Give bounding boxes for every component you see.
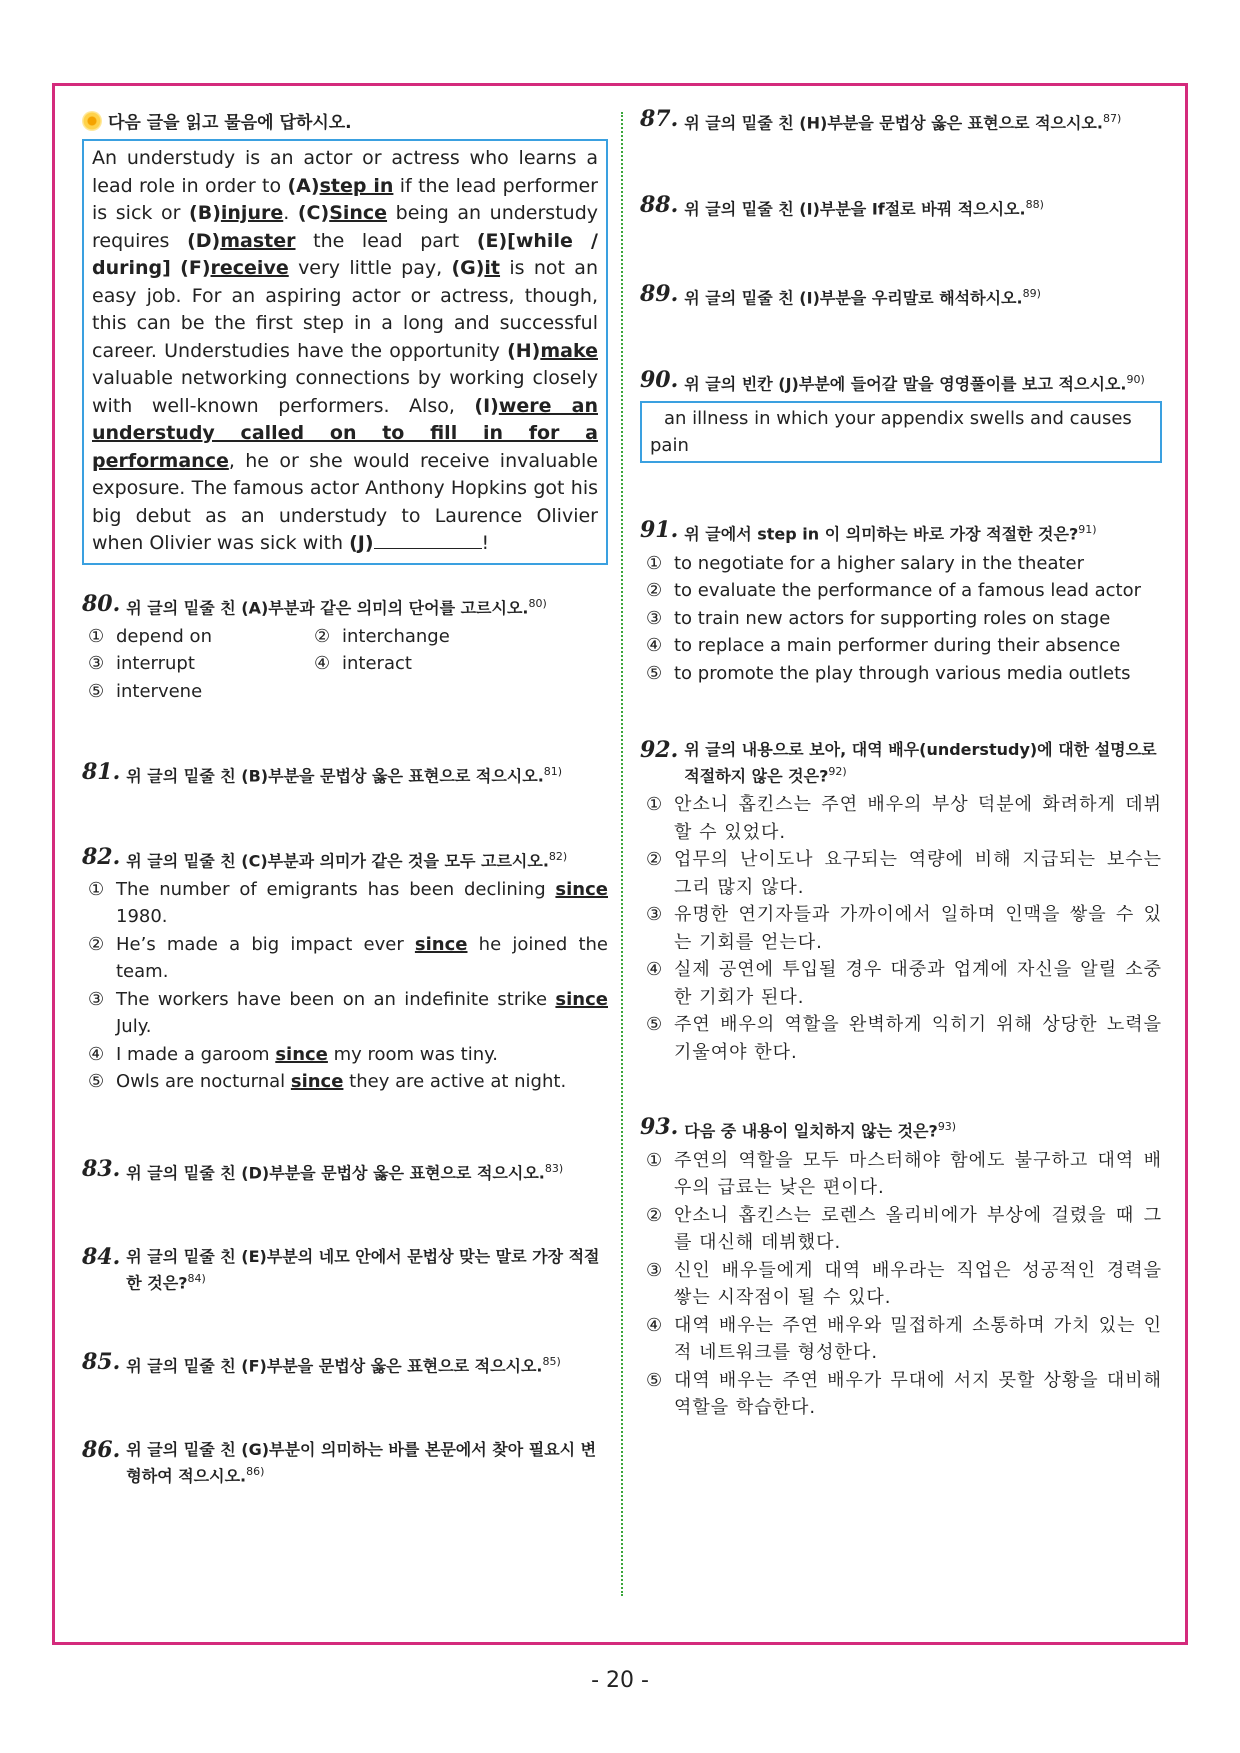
left-column — [82, 108, 608, 1487]
underline-d: master — [220, 229, 296, 252]
option-3[interactable] — [640, 1257, 1162, 1312]
label-f: (F) — [180, 257, 211, 279]
passage-text: if the lead performer is sick or — [92, 174, 598, 224]
option-4[interactable] — [640, 632, 1162, 660]
option-text: to evaluate the performance of a famous lead actor — [674, 580, 1141, 602]
option-4[interactable] — [640, 1312, 1162, 1367]
blank-j[interactable] — [374, 530, 482, 549]
question-text: 위 글의 밑줄 친 (I)부분을 우리말로 해석하시오. — [684, 287, 1023, 307]
option-text: 대역 배우는 주연 배우와 밀접하게 소통하며 가치 있는 인적 네트워크를 형성한다. — [674, 1314, 1162, 1364]
footnote-marker: 82) — [548, 849, 568, 863]
option-number: ① — [646, 794, 663, 816]
option-number: ② — [88, 933, 105, 955]
question-87 — [640, 108, 1162, 134]
question-84 — [82, 1246, 608, 1294]
question-number: 84. — [82, 1244, 121, 1271]
option-1[interactable] — [640, 1147, 1162, 1202]
footnote-marker: 80) — [528, 596, 547, 610]
flower-icon — [82, 111, 102, 131]
footnote-marker: 93) — [937, 1120, 957, 1134]
label-h: (H) — [507, 339, 541, 362]
option-number: ② — [646, 849, 663, 871]
option-number: ⑤ — [646, 662, 663, 684]
option-text: intervene — [116, 680, 203, 702]
passage-text: the lead part — [295, 229, 477, 252]
option-text: July. — [116, 1016, 152, 1038]
option-5[interactable] — [640, 660, 1162, 688]
option-number: ② — [314, 625, 331, 647]
option-text: interchange — [342, 625, 450, 647]
underline-i: were an understudy called on to fill in for a performance — [92, 394, 598, 472]
footnote-marker: 83) — [544, 1161, 564, 1175]
question-text: 위 글에서 step in 이 의미하는 바로 가장 적절한 것은? — [684, 524, 1079, 544]
option-text: 실제 공연에 투입될 경우 대중과 업계에 자신을 알릴 소중한 기회가 된다. — [674, 959, 1162, 1008]
label-i: (I) — [474, 394, 499, 417]
option-3[interactable] — [640, 605, 1162, 633]
passage-text: is not an easy job. For an aspiring actor or actress, though, this can be the first step in a long and successful career. Understudies have the opportunity — [92, 257, 598, 362]
question-text: 위 글의 밑줄 친 (A)부분과 같은 의미의 단어를 고르시오. — [126, 597, 529, 617]
since-word: since — [555, 878, 608, 900]
option-number: ① — [646, 1149, 663, 1171]
option-text: 주연 배우의 역할을 완벽하게 익히기 위해 상당한 노력을 기울여야 한다. — [674, 1014, 1162, 1063]
label-c: (C) — [297, 202, 330, 224]
question-text: 위 글의 밑줄 친 (G)부분이 의미하는 바를 본문에서 찾아 필요시 변형하여 적으시오. — [126, 1439, 597, 1486]
option-text: to promote the play through various media outlets — [674, 662, 1131, 684]
footnote-marker: 87) — [1102, 112, 1122, 125]
question-number: 83. — [82, 1155, 121, 1182]
question-89 — [640, 280, 1162, 309]
question-number: 90. — [640, 366, 679, 393]
question-number: 80. — [82, 590, 121, 617]
footnote-marker: 91) — [1078, 523, 1097, 537]
option-4[interactable] — [82, 1041, 608, 1069]
question-92 — [640, 739, 1162, 1066]
label-g: (G) — [451, 257, 485, 279]
option-text: 신인 배우들에게 대역 배우라는 직업은 성공적인 경력을 쌓는 시작점이 될 수 있다. — [674, 1259, 1162, 1309]
option-text: The number of emigrants has been declining — [116, 878, 556, 900]
option-text: they are active at night. — [343, 1071, 567, 1093]
option-number: ① — [646, 552, 663, 574]
question-number: 89. — [640, 280, 679, 307]
option-text: my room was tiny. — [327, 1043, 498, 1065]
option-4[interactable] — [308, 650, 534, 678]
question-number: 93. — [640, 1114, 679, 1141]
question-text: 위 글의 밑줄 친 (E)부분의 네모 안에서 문법상 맞는 말로 가장 적절한 것은? — [126, 1247, 600, 1293]
question-text: 위 글의 빈칸 (J)부분에 들어갈 말을 영영풀이를 보고 적으시오. — [684, 374, 1127, 394]
passage-text: valuable networking connections by working closely with well-known performers. Also, — [92, 367, 598, 417]
option-number: ② — [646, 1204, 663, 1226]
since-word: since — [555, 988, 608, 1010]
column-divider — [621, 112, 623, 1596]
option-text: Owls are nocturnal — [116, 1071, 291, 1093]
label-a: (A) — [287, 174, 320, 197]
option-2[interactable] — [640, 577, 1162, 605]
underline-a: step in — [319, 174, 394, 197]
footnote-marker: 85) — [542, 1354, 561, 1368]
question-number: 81. — [82, 759, 121, 786]
question-number: 88. — [640, 192, 679, 219]
question-86 — [82, 1436, 608, 1487]
option-5[interactable] — [640, 1011, 1162, 1066]
option-number: ① — [88, 625, 105, 647]
question-88 — [640, 194, 1162, 220]
footnote-marker: 92) — [828, 765, 847, 779]
passage-text: ! — [481, 532, 490, 554]
option-number: ③ — [88, 988, 105, 1010]
option-text: he joined the team. — [116, 933, 608, 983]
question-text: 위 글의 밑줄 친 (D)부분을 문법상 옳은 표현으로 적으시오. — [126, 1163, 545, 1183]
since-word: since — [275, 1043, 328, 1065]
option-number: ④ — [88, 1043, 105, 1065]
question-number: 86. — [82, 1436, 121, 1463]
option-text: to train new actors for supporting roles on stage — [674, 607, 1111, 629]
option-text: 유명한 연기자들과 가까이에서 일하며 인맥을 쌓을 수 있는 기회를 얻는다. — [674, 904, 1162, 953]
footnote-marker: 81) — [543, 765, 563, 779]
option-2[interactable] — [640, 846, 1162, 901]
option-number: ③ — [646, 904, 663, 926]
option-1[interactable] — [640, 550, 1162, 578]
footnote-marker: 88) — [1025, 198, 1044, 212]
question-82 — [82, 843, 608, 1096]
option-number: ③ — [88, 653, 105, 675]
passage-text: . — [283, 202, 298, 224]
right-column — [640, 108, 1162, 1422]
label-j: (J) — [349, 532, 374, 554]
question-number: 85. — [82, 1348, 121, 1375]
passage-text: , he or she would receive invaluable exposure. The famous actor Anthony Hopkins got his big debut as an understudy to Laurence Olivier when Olivier was sick with — [92, 449, 598, 554]
option-text: 대역 배우는 주연 배우가 무대에 서지 못할 상황을 대비해 역할을 학습한다. — [674, 1369, 1162, 1419]
option-5[interactable] — [82, 678, 308, 706]
question-number: 87. — [640, 106, 679, 132]
option-number: ② — [646, 580, 663, 602]
question-text: 위 글의 밑줄 친 (B)부분을 문법상 옳은 표현으로 적으시오. — [126, 766, 544, 786]
option-4[interactable] — [640, 956, 1162, 1011]
question-90 — [640, 366, 1162, 463]
option-2[interactable] — [640, 1202, 1162, 1257]
since-word: since — [290, 1071, 344, 1093]
option-number: ④ — [646, 959, 663, 981]
page-number: - 20 - — [591, 1668, 649, 1693]
underline-c: Since — [329, 202, 388, 224]
footnote-marker: 86) — [246, 1464, 265, 1478]
option-1[interactable] — [82, 876, 608, 931]
option-2[interactable] — [308, 623, 534, 651]
question-83 — [82, 1155, 608, 1184]
instruction-text: 다음 글을 읽고 물음에 답하시오. — [108, 113, 352, 133]
question-number: 91. — [640, 517, 679, 544]
option-text: 안소니 홉킨스는 로렌스 올리비에가 부상에 걸렸을 때 그를 대신해 데뷔했다. — [674, 1204, 1162, 1254]
option-text: 안소니 홉킨스는 주연 배우의 부상 덕분에 화려하게 데뷔할 수 있었다. — [674, 794, 1162, 843]
option-5[interactable] — [82, 1068, 608, 1096]
option-text: interact — [342, 653, 412, 675]
underline-h: make — [540, 339, 598, 362]
question-text: 다음 중 내용이 일치하지 않는 것은? — [684, 1121, 938, 1141]
underline-g: it — [484, 257, 501, 279]
instruction — [82, 108, 608, 133]
footnote-marker: 89) — [1022, 286, 1041, 300]
underline-f: receive — [210, 257, 289, 279]
option-text: 1980. — [116, 906, 168, 928]
option-3[interactable] — [82, 986, 608, 1041]
option-text: I made a garoom — [116, 1043, 276, 1065]
question-text: 위 글의 밑줄 친 (F)부분을 문법상 옳은 표현으로 적으시오. — [126, 1355, 543, 1375]
option-number: ③ — [646, 607, 663, 629]
option-text: depend on — [116, 625, 212, 647]
option-number: ⑤ — [88, 680, 105, 702]
since-word: since — [414, 933, 468, 955]
label-d: (D) — [187, 229, 221, 252]
option-2[interactable] — [82, 931, 608, 986]
question-number: 82. — [82, 843, 121, 870]
definition-text: an illness in which your appendix swells and causes pain — [650, 408, 1132, 457]
option-number: ⑤ — [88, 1071, 105, 1093]
passage-text: An understudy is an actor or actress who learns a lead role in order to — [92, 147, 598, 197]
option-text: He’s made a big impact ever — [116, 933, 415, 955]
passage-text: very little pay, — [288, 257, 452, 279]
option-number: ③ — [646, 1259, 663, 1281]
question-85 — [82, 1348, 608, 1377]
question-text: 위 글의 밑줄 친 (C)부분과 의미가 같은 것을 모두 고르시오. — [126, 850, 549, 870]
question-text: 위 글의 밑줄 친 (H)부분을 문법상 옳은 표현으로 적으시오. — [684, 113, 1103, 133]
option-text: interrupt — [116, 653, 195, 675]
option-number: ⑤ — [646, 1014, 663, 1036]
option-5[interactable] — [640, 1367, 1162, 1422]
footnote-marker: 84) — [187, 1272, 206, 1286]
question-81 — [82, 761, 608, 787]
option-number: ④ — [314, 653, 331, 675]
option-number: ④ — [646, 635, 663, 657]
option-text: 주연의 역할을 모두 마스터해야 함에도 불구하고 대역 배우의 급료는 낮은 편이다. — [674, 1149, 1162, 1199]
question-80 — [82, 590, 608, 706]
passage-box — [82, 139, 608, 565]
definition-box — [640, 401, 1162, 463]
underline-b: injure — [220, 202, 284, 224]
option-1[interactable] — [82, 623, 308, 651]
question-93 — [640, 1116, 1162, 1421]
option-3[interactable] — [82, 650, 308, 678]
option-text: to negotiate for a higher salary in the theater — [674, 552, 1085, 574]
question-91 — [640, 519, 1162, 687]
question-text: 위 글의 밑줄 친 (I)부분을 If절로 바꿔 적으시오. — [684, 199, 1026, 219]
option-text: 업무의 난이도나 요구되는 역량에 비해 지급되는 보수는 그리 많지 않다. — [674, 849, 1162, 898]
label-b: (B) — [189, 202, 221, 224]
bracket-e: (E)[while / during] — [92, 229, 598, 279]
question-text: 위 글의 내용으로 보아, 대역 배우(understudy)에 대한 설명으로 적절하지 않은 것은? — [684, 740, 1157, 786]
footnote-marker: 90) — [1126, 372, 1145, 386]
option-number: ④ — [646, 1314, 663, 1336]
option-text: The workers have been on an indefinite strike — [116, 988, 556, 1010]
option-3[interactable] — [640, 901, 1162, 956]
option-number: ① — [88, 878, 105, 900]
option-text: to replace a main performer during their absence — [674, 635, 1121, 657]
option-1[interactable] — [640, 791, 1162, 846]
passage-text: being an understudy requires — [92, 202, 598, 252]
option-number: ⑤ — [646, 1369, 663, 1391]
question-number: 92. — [640, 737, 679, 764]
